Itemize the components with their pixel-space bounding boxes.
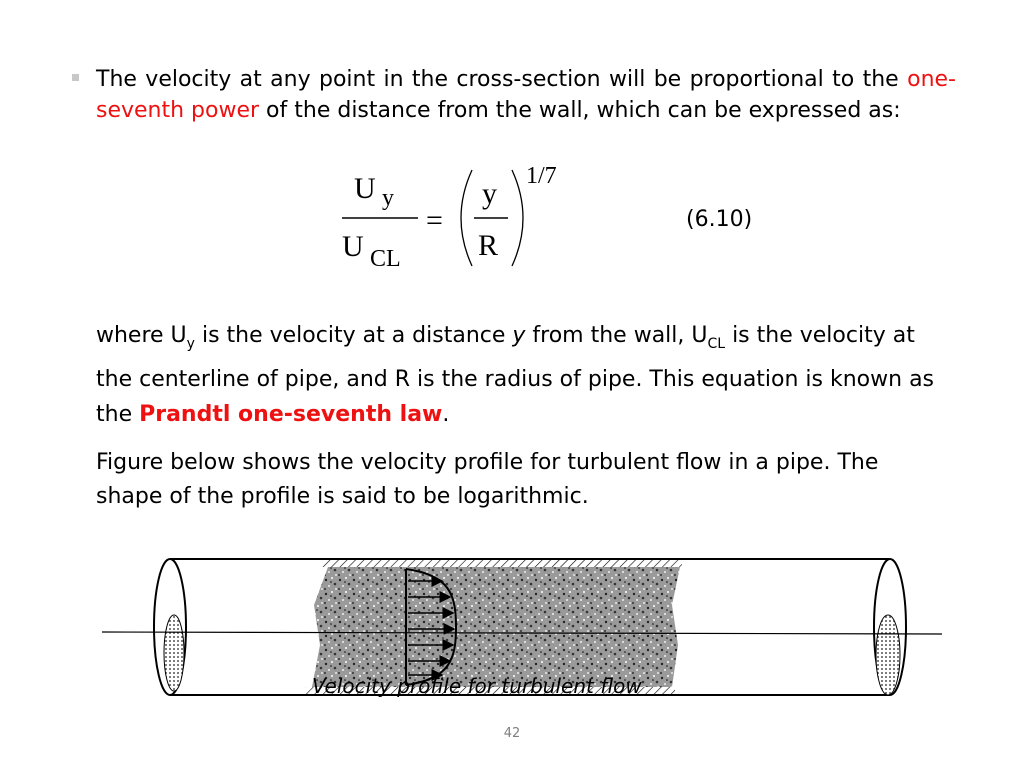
eq-right-paren (512, 170, 523, 266)
equation-number: (6.10) (686, 207, 753, 232)
eq-lhs-numerator-sub: y (382, 185, 394, 211)
def-text-4: is the velocity at the centerline of pipe, and R is the radius of pipe. This equation is known as the (96, 323, 935, 427)
prandtl-law-highlight: Prandtl one-seventh law (139, 402, 443, 427)
paragraph-intro (96, 64, 956, 126)
eq-lhs-denominator: U (342, 230, 364, 263)
intro-text-start: The velocity at any point in the cross-section will be proportional to the (96, 67, 908, 92)
def-sub-y: y (186, 336, 195, 352)
pipe-top-wall-hatch (322, 559, 682, 567)
def-text-2: is the velocity at a distance (194, 323, 513, 348)
def-text-1: where U (96, 323, 187, 348)
eq-equals-sign: = (426, 204, 443, 237)
pipe-left-end-face (164, 615, 184, 691)
paragraph-definitions (96, 318, 956, 432)
def-italic-y: y (512, 323, 526, 348)
def-text-3: from the wall, U (525, 323, 708, 348)
def-sub-cl: CL (707, 336, 726, 352)
eq-lhs-denominator-sub: CL (370, 246, 401, 272)
intro-text-end: of the distance from the wall, which can be expressed as: (259, 98, 901, 123)
def-text-5: . (442, 402, 450, 427)
turbulent-flow-region (312, 567, 680, 687)
equation-6-10 (330, 158, 590, 278)
eq-rhs-numerator: y (482, 177, 497, 210)
page-number: 42 (503, 726, 521, 741)
figure-caption: Velocity profile for turbulent flow (312, 674, 642, 698)
pipe-right-end-face (876, 615, 900, 695)
eq-left-paren (461, 170, 472, 266)
one-seventh-power-highlight: one-seventh power (96, 67, 956, 123)
eq-lhs-numerator: U (354, 172, 376, 205)
eq-rhs-denominator: R (478, 229, 499, 262)
eq-exponent: 1/7 (526, 163, 557, 189)
bullet-square-icon (72, 74, 79, 81)
paragraph-figure-description: Figure below shows the velocity profile for turbulent flow in a pipe. The shape of the profile is said to be logarithmic. (96, 450, 879, 509)
